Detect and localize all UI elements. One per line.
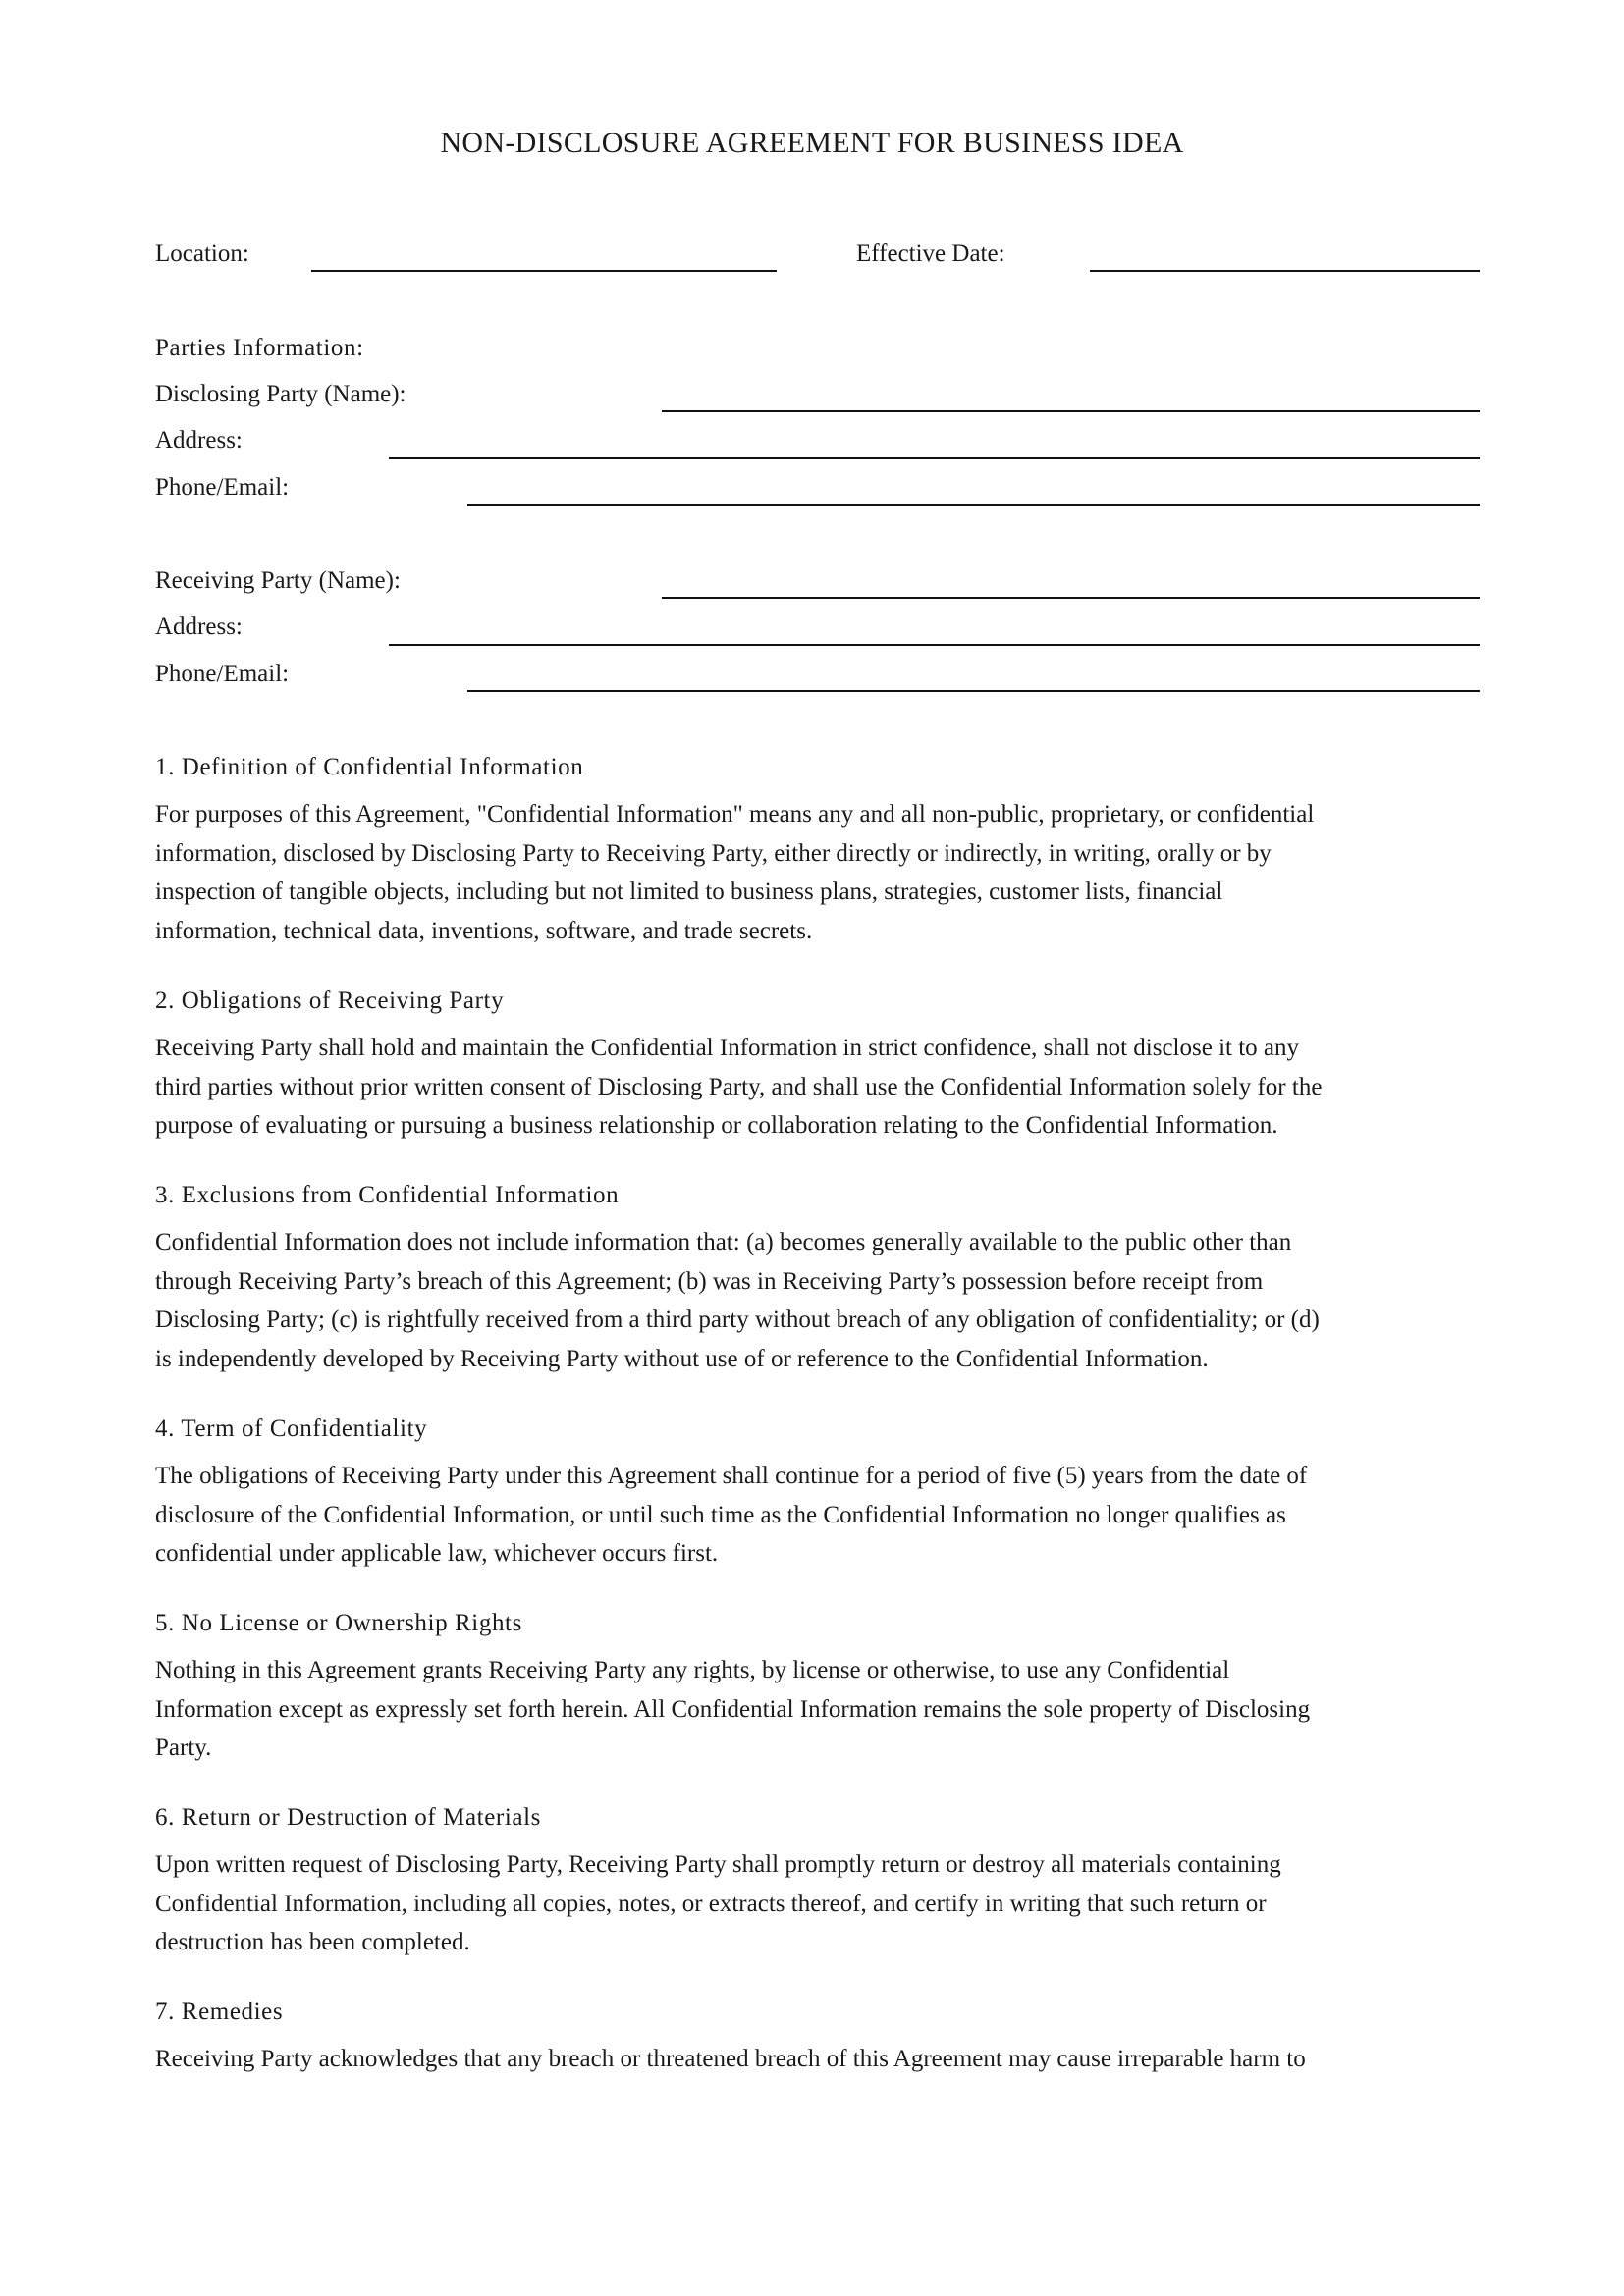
section-2-body [155, 1029, 1481, 1146]
section-7-line: Receiving Party acknowledges that any breach or threatened breach of this Agreement may cause irreparable harm to [155, 2046, 1306, 2072]
section-2-line: purpose of evaluating or pursuing a business relationship or collaboration relating to the Confidential Information. [155, 1112, 1278, 1140]
section-5-heading: 5. No License or Ownership Rights [155, 1610, 522, 1636]
disclosing-address-field[interactable] [389, 457, 1480, 459]
section-1-heading: 1. Definition of Confidential Information [155, 754, 584, 780]
section-6-line: Confidential Information, including all copies, notes, or extracts thereof, and certify in writing that such return or [155, 1890, 1267, 1917]
document-title: NON-DISCLOSURE AGREEMENT FOR BUSINESS IDEA [440, 127, 1184, 159]
section-1-line: For purposes of this Agreement, "Confidential Information" means any and all non-public, proprietary, or confidential [155, 801, 1315, 828]
disclosing-address-label: Address: [155, 427, 243, 454]
section-5-line: Party. [155, 1735, 212, 1762]
section-4-line: confidential under applicable law, whichever occurs first. [155, 1540, 719, 1568]
section-5-body [155, 1651, 1481, 1768]
section-3-line: Disclosing Party; (c) is rightfully received from a third party without breach of any obligation of confidentiality; or (d) [155, 1307, 1320, 1334]
section-6-heading: 6. Return or Destruction of Materials [155, 1804, 541, 1831]
section-3-line: through Receiving Party’s breach of this Agreement; (b) was in Receiving Party’s possession before receipt from [155, 1267, 1264, 1295]
location-field[interactable] [311, 270, 777, 272]
section-2-line: Receiving Party shall hold and maintain the Confidential Information in strict confidence, shall not disclose it to any [155, 1035, 1300, 1061]
effective-date-label: Effective Date: [856, 240, 1005, 267]
section-4-body [155, 1457, 1481, 1574]
disclosing-name-field[interactable] [662, 410, 1480, 412]
disclosing-name-label: Disclosing Party (Name): [155, 381, 406, 407]
receiving-contact-field[interactable] [467, 690, 1480, 692]
section-5-line: Information except as expressly set forth herein. All Confidential Information remains the sole property of Disclosing [155, 1695, 1311, 1723]
receiving-address-field[interactable] [389, 644, 1480, 646]
receiving-address-label: Address: [155, 614, 243, 640]
section-2-heading: 2. Obligations of Receiving Party [155, 988, 505, 1014]
section-4-line: The obligations of Receiving Party under this Agreement shall continue for a period of five (5) years from the date of [155, 1463, 1308, 1489]
section-6-line: destruction has been completed. [155, 1929, 470, 1956]
receiving-name-label: Receiving Party (Name): [155, 567, 401, 594]
section-6-line: Upon written request of Disclosing Party, Receiving Party shall promptly return or destroy all materials containing [155, 1851, 1281, 1878]
effective-date-field[interactable] [1090, 270, 1480, 272]
section-3-body [155, 1223, 1481, 1378]
parties-heading: Parties Information: [155, 335, 364, 361]
section-3-line: Confidential Information does not include information that: (a) becomes generally available to the public other than [155, 1229, 1292, 1255]
section-3-heading: 3. Exclusions from Confidential Information [155, 1182, 620, 1208]
section-1-line: information, technical data, inventions, software, and trade secrets. [155, 917, 813, 944]
disclosing-contact-label: Phone/Email: [155, 474, 290, 501]
section-3-line: is independently developed by Receiving Party without use of or reference to the Confidential Information. [155, 1345, 1209, 1372]
section-1-body [155, 795, 1481, 950]
receiving-name-field[interactable] [662, 597, 1480, 599]
section-7-heading: 7. Remedies [155, 1999, 284, 2025]
section-5-line: Nothing in this Agreement grants Receiving Party any rights, by license or otherwise, to use any Confidential [155, 1657, 1230, 1683]
section-1-line: information, disclosed by Disclosing Party to Receiving Party, either directly or indirectly, in writing, orally or by [155, 839, 1272, 867]
disclosing-contact-field[interactable] [467, 504, 1480, 506]
receiving-contact-label: Phone/Email: [155, 661, 290, 687]
section-1-line: inspection of tangible objects, including but not limited to business plans, strategies, customer lists, financial [155, 879, 1223, 906]
section-7-body [155, 2040, 1481, 2079]
section-4-heading: 4. Term of Confidentiality [155, 1415, 428, 1442]
section-2-line: third parties without prior written consent of Disclosing Party, and shall use the Confidential Information solely for the [155, 1073, 1323, 1100]
section-4-line: disclosure of the Confidential Information, or until such time as the Confidential Information no longer qualifies as [155, 1501, 1286, 1528]
location-label: Location: [155, 240, 249, 267]
section-6-body [155, 1845, 1481, 1962]
